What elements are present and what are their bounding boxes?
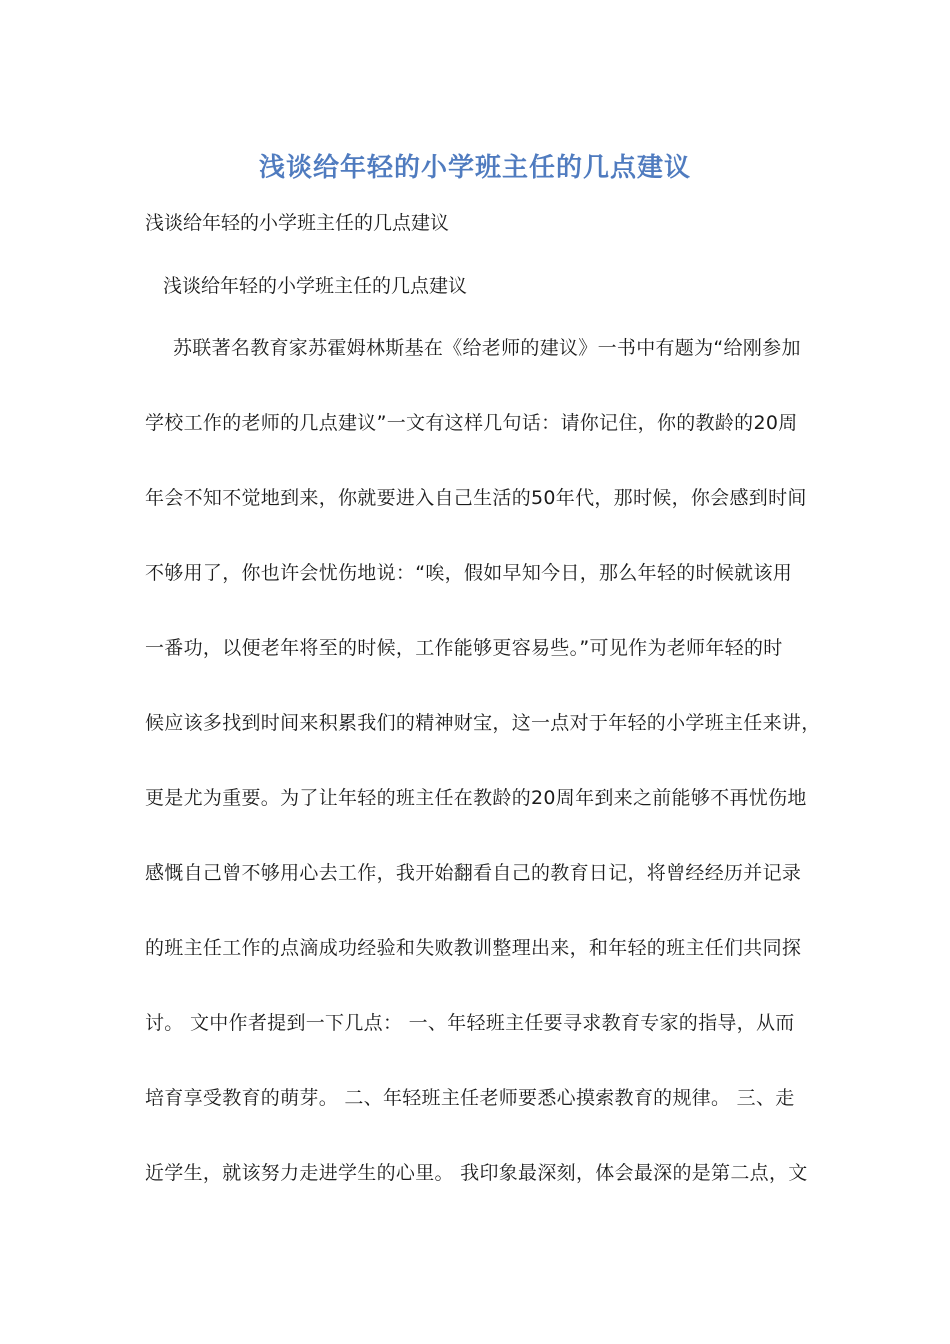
body-line: 不够用了，你也许会忧伤地说：“唉，假如早知今日，那么年轻的时候就该用 xyxy=(145,562,793,584)
body-line: 的班主任工作的点滴成功经验和失败教训整理出来，和年轻的班主任们共同探 xyxy=(145,937,802,959)
body-line: 候应该多找到时间来积累我们的精神财宝，这一点对于年轻的小学班主任来讲， xyxy=(145,712,821,734)
body-line: 一番功，以便老年将至的时候，工作能够更容易些。”可见作为老师年轻的时 xyxy=(145,637,783,659)
body-line: 感慨自己曾不够用心去工作，我开始翻看自己的教育日记，将曾经经历并记录 xyxy=(145,862,802,884)
body-line: 培育享受教育的萌芽。 二、年轻班主任老师要悉心摸索教育的规律。 三、走 xyxy=(145,1087,795,1109)
document-title: 浅谈给年轻的小学班主任的几点建议 xyxy=(258,153,691,183)
body-text xyxy=(145,333,821,1233)
body-line: 苏联著名教育家苏霍姆林斯基在《给老师的建议》一书中有题为“给刚参加 xyxy=(173,337,801,359)
body-line: 讨。 文中作者提到一下几点： 一、年轻班主任要寻求教育专家的指导，从而 xyxy=(145,1012,795,1034)
body-line: 学校工作的老师的几点建议”一文有这样几句话：请你记住，你的教龄的20周 xyxy=(145,412,798,434)
body-line: 近学生，就该努力走进学生的心里。 我印象最深刻，体会最深的是第二点，文 xyxy=(145,1162,808,1184)
body-line: 年会不知不觉地到来，你就要进入自己生活的50年代，那时候，你会感到时间 xyxy=(145,487,807,509)
document-subtitle: 浅谈给年轻的小学班主任的几点建议 xyxy=(145,212,450,234)
document-subtitle-indented: 浅谈给年轻的小学班主任的几点建议 xyxy=(163,275,468,297)
body-line: 更是尤为重要。为了让年轻的班主任在教龄的20周年到来之前能够不再忧伤地 xyxy=(145,787,807,809)
